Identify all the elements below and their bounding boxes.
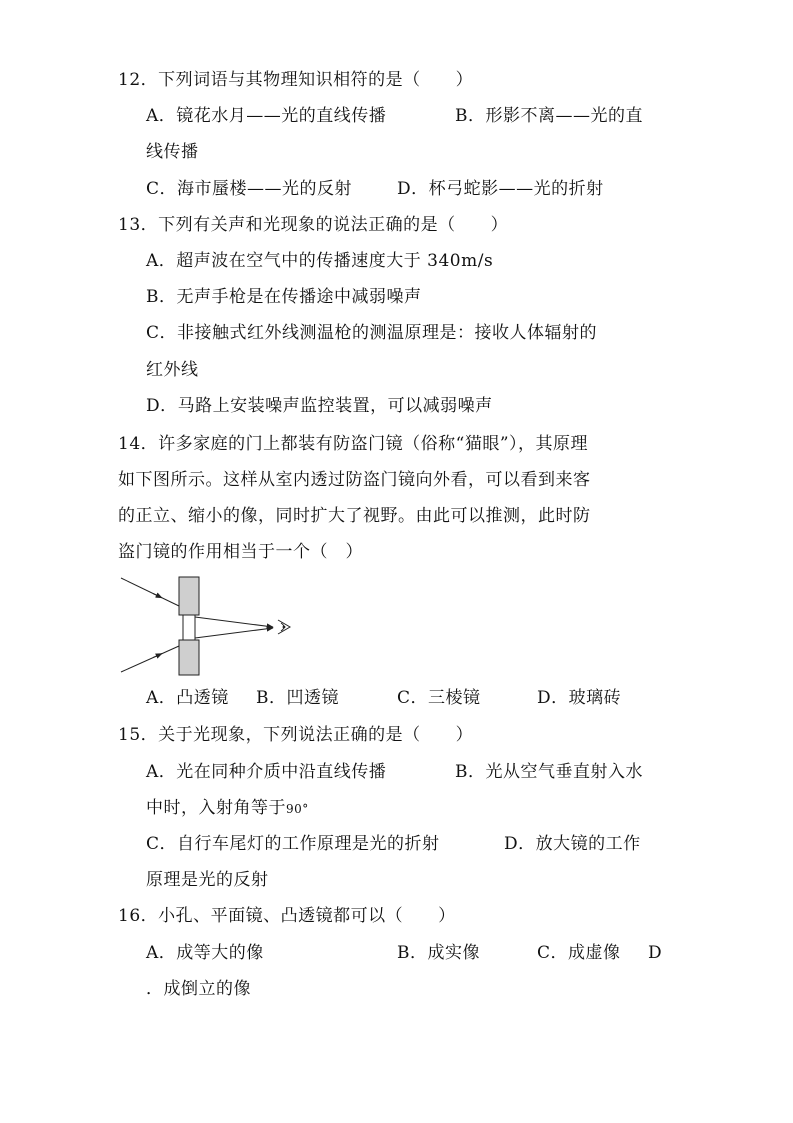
refracted-ray-upper [195, 617, 273, 627]
q12-option-b: B．形影不离——光的直 [455, 106, 643, 126]
q16-stem: 16．小孔、平面镜、凸透镜都可以（ ） [118, 906, 456, 926]
q15-option-a: A．光在同种介质中沿直线传播 [146, 762, 387, 782]
q13-option-a: A．超声波在空气中的传播速度大于 340m/s [146, 251, 494, 271]
q12-option-c: C．海市蜃楼——光的反射 [146, 179, 353, 199]
q16-option-d-cont: ．成倒立的像 [146, 979, 251, 999]
q13-option-b: B．无声手枪是在传播途中减弱噪声 [146, 287, 422, 307]
q14-stem-line-3: 的正立、缩小的像，同时扩大了视野。由此可以推测，此时防 [118, 506, 591, 526]
q13-stem: 13．下列有关声和光现象的说法正确的是（ ） [118, 215, 509, 235]
q14-stem-line-2: 如下图所示。这样从室内透过防盗门镜向外看，可以看到来客 [118, 470, 591, 490]
q15-option-b: B．光从空气垂直射入水 [455, 762, 643, 782]
q14-option-a: A．凸透镜 [146, 688, 229, 708]
q13-option-c-cont: 红外线 [146, 360, 199, 380]
q13-option-c: C．非接触式红外线测温枪的测温原理是：接收人体辐射的 [146, 323, 598, 343]
q16-option-d: D [648, 943, 663, 963]
q14-stem-line-1: 14．许多家庭的门上都装有防盗门镜（俗称“猫眼”），其原理 [118, 434, 589, 454]
incident-arrow-upper [153, 594, 162, 598]
incident-ray-lower [121, 646, 179, 672]
q12-stem: 12．下列词语与其物理知识相符的是（ ） [118, 70, 474, 90]
q15-angle-value: 90° [286, 802, 309, 816]
q15-option-c: C．自行车尾灯的工作原理是光的折射 [146, 834, 440, 854]
door-lower-block [179, 640, 199, 675]
door-upper-block [179, 577, 199, 615]
q15-stem: 15．关于光现象，下列说法正确的是（ ） [118, 725, 474, 745]
q15-option-d-cont: 原理是光的反射 [146, 870, 269, 890]
q14-stem-line-4: 盗门镜的作用相当于一个（ ） [118, 542, 363, 562]
q15-option-b-text: 中时，入射角等于 [146, 798, 286, 818]
q13-option-d: D．马路上安装噪声监控装置，可以减弱噪声 [146, 396, 493, 416]
q12-option-b-cont: 线传播 [146, 142, 199, 162]
q15-option-b-cont [146, 798, 309, 819]
incident-arrow-lower [153, 654, 162, 658]
peephole-diagram [118, 572, 298, 678]
q16-option-a: A．成等大的像 [146, 943, 264, 963]
q12-option-a: A．镜花水月——光的直线传播 [146, 106, 387, 126]
q14-option-b: B．凹透镜 [256, 688, 339, 708]
q16-option-c: C．成虚像 [537, 943, 621, 963]
q14-option-d: D．玻璃砖 [537, 688, 622, 708]
q16-option-b: B．成实像 [397, 943, 480, 963]
q14-option-c: C．三棱镜 [397, 688, 481, 708]
refracted-ray-lower [195, 628, 273, 638]
incident-ray-upper [121, 578, 179, 606]
peephole-lens [183, 615, 195, 640]
eye-icon [278, 620, 290, 634]
q12-option-d: D．杯弓蛇影——光的折射 [397, 179, 604, 199]
q15-option-d: D．放大镜的工作 [504, 834, 641, 854]
